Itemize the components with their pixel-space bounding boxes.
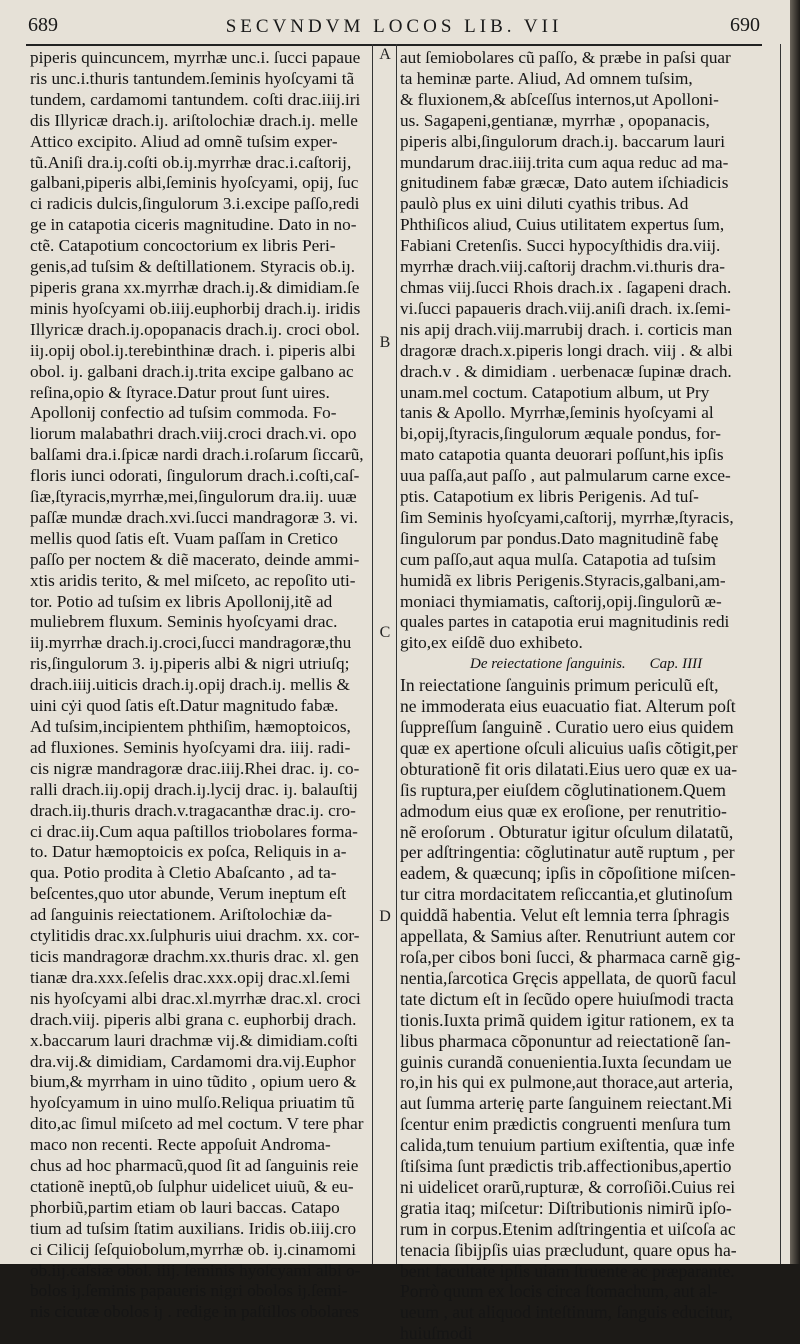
text-line: tundem, cardamomi tantundem. coſti drac.iiij.iri <box>30 89 361 109</box>
text-line: galbani,piperis albi,ſeminis hyoſcyami, opij, ſuc <box>30 173 359 193</box>
text-line: reſina,opio & ſtyrace.Datur prout ſunt uires. <box>30 382 330 402</box>
text-line: ci drac.iiȷ.Cum aqua paſtillos triobolares forma- <box>30 821 358 841</box>
text-line: ctylitidis drac.xx.ſulphuris uiui drachm. xx. cor- <box>30 926 360 946</box>
text-line: tur citra mordacitatem reſiccantia,et glutinoſum <box>400 884 733 905</box>
text-line: bent facultate ipſis uiam ſtruente ac præparante. <box>400 1260 735 1281</box>
margin-letter-c: C <box>379 624 391 641</box>
text-line: tor. Potio ad tuſsim ex libris Apollonij,itẽ ad <box>30 591 333 611</box>
page-edge-rule <box>780 44 781 1264</box>
text-line: tionis.Iuxta primã quidem igitur rationem, ex ta <box>400 1009 735 1030</box>
text-line: gnitudinem fabæ græcæ, Dato autem iſchiadicis <box>400 173 729 193</box>
text-line: ctẽ. Catapotium concoctorium ex libris Peri- <box>30 236 336 256</box>
text-line: In reiectatione ſanguinis primum periculũ eſt, <box>400 675 719 696</box>
text-line: quiddã habentia. Velut eſt lemnia terra ſphragis <box>400 905 730 926</box>
text-line: uini cẏi quod ſatis eſt.Datur magnitudo fabæ. <box>30 696 339 716</box>
text-line: ci Cilicij ſeſquiobolum,myrrhæ ob. iȷ.cinamomi <box>30 1239 357 1259</box>
text-line: quales partes in catapotia erui magnitudinis redi <box>400 612 730 632</box>
left-column <box>30 48 368 1323</box>
text-line: guinis curandã conuenientia.Iuxta ſecundam ue <box>400 1051 732 1072</box>
page-number-left: 689 <box>28 14 58 36</box>
text-line: drach.iiij.uiticis drach.iȷ.opij drach.iȷ. mellis & <box>30 675 350 695</box>
text-line: quæ ex apertione oſculi alicuius uaſis cõtigit,per <box>400 737 738 758</box>
text-line: chmas viij.ſucci Rhois drach.ix . ſagapeni drach. <box>400 277 732 297</box>
text-line: admodum eius quæ ex eroſione, per renutritio- <box>400 800 727 821</box>
column-rule-right <box>396 44 397 1264</box>
text-line: ſtiſsima ſunt prædictis trib.affectionibus,apertio <box>400 1156 732 1177</box>
text-line: bolos iȷ.ſeminis papaueris nigri obolos iȷ.ſemi- <box>30 1281 348 1301</box>
text-line: unam.mel coctum. Catapotium album, ut Pry <box>400 382 710 402</box>
text-line: Porrò quum ex locis circa ſtomachum, aut al- <box>400 1281 718 1302</box>
text-line: drach.iiȷ.thuris drach.v.tragacanthæ drac.iȷ. cro- <box>30 800 356 820</box>
text-line: floris iunci odorati, ſingulorum drach.i.coſti,caſ- <box>30 466 360 486</box>
text-line: ſcentur enim prædictis congruenti menſura tum <box>400 1114 731 1135</box>
text-line: tanis & Apollo. Myrrhæ,ſeminis hyoſcyami al <box>400 403 714 423</box>
text-line: gito,ex eiſdẽ duo exhibeto. <box>400 633 583 653</box>
page-edge-shadow <box>790 0 800 1264</box>
text-line: tũ.Aniſi dra.iȷ.coſti ob.iȷ.myrrhæ drac.i.caſtorij, <box>30 152 352 172</box>
text-line: ge in catapotia ciceris magnitudine. Dato in no- <box>30 215 357 235</box>
text-line: us. Sagapeni,gentianæ, myrrhæ , opopanacis, <box>400 110 710 130</box>
running-head: SECVNDVM LOCOS LIB. VII <box>225 16 563 37</box>
text-line: cum paſſo,aut aqua mulſa. Catapotia ad tuſsim <box>400 549 716 569</box>
text-line: tianæ dra.xxx.ſeſelis drac.xxx.opij drac.xl.ſemi <box>30 967 351 987</box>
chapter-number: Cap. IIII <box>649 656 703 673</box>
text-line: genis,ad tuſsim & deſtillationem. Styracis ob.iȷ. <box>30 257 356 277</box>
margin-letter-a: A <box>379 46 391 63</box>
text-line: ni uidelicet orarũ,rupturæ, & corroſiõi.Cuius rei <box>400 1176 736 1197</box>
text-line: drach.viij. piperis albi grana c. euphorbij drach. <box>30 1009 357 1029</box>
text-line: xtis aridis terito, & mel miſceto, ac repoſito uti- <box>30 570 356 590</box>
text-line: per adſtringentia: cõglutinatur autẽ ruptum , per <box>400 842 735 863</box>
text-line: paſſo per noctem & diẽ macerato, deinde ammi- <box>30 549 360 569</box>
text-line: maco non recenti. Recte appoſuit Androma- <box>30 1135 331 1155</box>
text-line: gratia itaq; miſcetur: Diſtributionis nimirũ ipſo- <box>400 1197 732 1218</box>
page-number-right: 690 <box>730 14 760 36</box>
text-line: ſis ruptura,per eiuſdem cõglutinationem.Quem <box>400 779 726 800</box>
text-line: nẽ eroſorum . Obturatur igitur oſculum dilatatũ, <box>400 821 734 842</box>
text-line: appellata, & Samius aſter. Renutriunt autem cor <box>400 926 736 947</box>
text-line: nis apij drach.viij.marrubij drach. i. corticis man <box>400 319 733 339</box>
text-line: dra.vij.& dimidiam, Cardamomi dra.vij.Euphor <box>30 1051 356 1071</box>
text-line: piperis quincuncem, myrrhæ unc.i. ſucci papaue <box>30 48 361 67</box>
text-line: ro,in his qui ex pulmone,aut thorace,aut arteria, <box>400 1072 734 1093</box>
text-line: & fluxionem,& abſceſſus internos,ut Apolloni- <box>400 89 719 109</box>
margin-letter-d: D <box>379 908 391 925</box>
text-line: ob.iiȷ.caſsiæ obol. iiij. ſeminis hyoſcyami albi o- <box>30 1260 361 1280</box>
text-line: vi.ſucci papaueris drach.viij.aniſi drach. ix.ſemi- <box>400 298 731 318</box>
text-line: nis hyoſcyami albi drac.xl.myrrhæ drac.xl. croci <box>30 988 361 1008</box>
text-line: drach.v . & dimidiam . uerbenacæ ſupinæ drach. <box>400 361 732 381</box>
text-line: bium,& myrrham in uino tũdito , opium uero & <box>30 1072 357 1092</box>
text-line: uua paſſa,aut paſſo , aut palmularum carne exce- <box>400 466 731 486</box>
header-rule <box>26 44 762 46</box>
text-line: tenacia ſibijpſis uias præcludunt, quare opus ha- <box>400 1239 737 1260</box>
margin-letter-b: B <box>379 334 391 351</box>
text-line: aut ſumma arterię parte ſanguinem reiectant.Mi <box>400 1093 733 1114</box>
text-line: ad fluxiones. Seminis hyoſcyami dra. iiij. radi- <box>30 737 351 757</box>
text-line: ne immoderata eius euacuatio fiat. Alterum poſt <box>400 696 736 717</box>
text-line: chus ad hoc pharmacũ,quod ſit ad ſanguinis reie <box>30 1156 359 1176</box>
text-line: mundarum drac.iiij.trita cum aqua reduc ad ma- <box>400 152 729 172</box>
text-line: iiȷ.myrrhæ drach.iȷ.croci,ſucci mandragoræ,thu <box>30 633 352 653</box>
text-line: piperis grana xx.myrrhæ drach.iȷ.& dimidiam.ſe <box>30 277 360 297</box>
text-line: obol. iȷ. galbani drach.iȷ.trita excipe galbano ac <box>30 361 354 381</box>
text-line: balſami dra.i.ſpicæ nardi drach.i.roſarum ſiccarũ, <box>30 445 364 465</box>
text-line: eadem, & quæcunq; ipſis in cõpoſitione miſcen- <box>400 863 736 884</box>
text-line: nis cicutæ obolos iȷ . redige in paſtillos obolares <box>30 1302 359 1322</box>
text-line: bi,opij,ſtyracis,ſingulorum æquale pondus, for- <box>400 424 721 444</box>
text-line: ſingulorum par pondus.Dato magnitudinẽ fabę <box>400 528 719 548</box>
text-line: liorum malabathri drach.viij.croci drach.vi. opo <box>30 424 357 444</box>
right-column <box>400 48 772 1344</box>
text-line: Ad tuſsim,incipientem phthiſim, hæmoptoicos, <box>30 717 351 736</box>
text-line: hyoſcyamum in uino mulſo.Reliqua priuatim tũ <box>30 1093 355 1113</box>
text-line: to. Datur hæmoptoicis ex poſca, Reliquis in a- <box>30 842 347 862</box>
text-line: piperis albi,ſingulorum drach.iȷ. baccarum lauri <box>400 131 726 151</box>
text-line: phorbiũ,partim etiam ob lauri baccas. Catapo <box>30 1197 340 1217</box>
text-line: x.baccarum lauri drachmæ vij.& dimidiam.coſti <box>30 1030 358 1050</box>
text-line: ſiæ,ſtyracis,myrrhæ,mei,ſingulorum dra.iiȷ. uuæ <box>30 487 357 507</box>
text-line: Attico excipito. Aliud ad omnẽ tuſsim exper- <box>30 131 338 151</box>
text-line: roſa,per cibos boni ſucci, & pharmaca carnẽ gig- <box>400 946 741 967</box>
text-line: dito,ac ſimul miſceto ad mel coctum. V tere phar <box>30 1114 364 1134</box>
text-line: iiȷ.opij obol.iȷ.terebinthinæ drach. i. piperis albi <box>30 340 356 360</box>
text-line: muliebrem fluxum. Seminis hyoſcyami drac. <box>30 612 338 632</box>
text-line: mato catapotia quanta deuorari poſſunt,his ipſis <box>400 445 724 465</box>
text-line: tate dictum eſt in ſecũdo opere huiuſmodi tracta <box>400 988 734 1009</box>
text-line: ralli drach.iiȷ.opij drach.iȷ.lycij drac. iȷ. balauſtij <box>30 779 358 799</box>
text-line: humidã ex libris Perigenis.Styracis,galbani,am- <box>400 570 726 590</box>
text-line: obturationẽ fit oris dilatati.Eius uero quæ ex ua- <box>400 758 738 779</box>
text-line: ſim Seminis hyoſcyami,caſtorij, myrrhæ,ſtyracis, <box>400 507 734 527</box>
text-line: nentia,ſarcotica Gręcis appellata, de quorũ facul <box>400 967 737 988</box>
text-line: ris,ſingulorum 3. iȷ.piperis albi & nigri utriuſq; <box>30 654 350 674</box>
text-line: huiuſmodi <box>400 1323 473 1344</box>
text-line: ci radicis dulcis,ſingulorum 3.i.excipe paſſo,redi <box>30 194 360 214</box>
text-line: ad ſanguinis reiectationem. Ariſtolochiæ da- <box>30 905 333 925</box>
text-line: cis nigræ mandragoræ drac.iiij.Rhei drac. iȷ. co- <box>30 758 360 778</box>
text-line: aut ſemiobolares cũ paſſo, & præbe in paſsi quar <box>400 48 731 67</box>
chapter-title: De reiectatione ſanguinis. <box>470 656 626 673</box>
text-line: Fabiani Cretenſis. Succi hypocyſthidis dra.viij. <box>400 236 721 256</box>
text-line: moniaci thymiamatis, caſtorij,opij.ſingulorũ æ- <box>400 591 722 611</box>
text-line: rum in corpus.Etenim adſtringentia et uiſcoſa ac <box>400 1218 736 1239</box>
text-line: ta heminæ parte. Aliud, Ad omnem tuſsim, <box>400 68 693 88</box>
text-line: ptis. Catapotium ex libris Perigenis. Ad tuſ- <box>400 487 699 507</box>
text-line: ueum , aut aliquod inteſtinum, ſanguis educitur, <box>400 1302 734 1323</box>
text-line: ticis mandragoræ drachm.xx.thuris drac. xl. gen <box>30 946 359 966</box>
chapter-heading <box>400 654 772 675</box>
text-line: paulò plus ex uini diluti cyathis tribus. Ad <box>400 194 689 214</box>
text-line: ctationẽ ineptũ,ob ſulphur uidelicet uiuũ, & eu- <box>30 1176 354 1196</box>
text-line: Apollonij confectio ad tuſsim commoda. Fo- <box>30 403 337 423</box>
text-line: qua. Potio prodita à Cletio Abaſcanto , ad ta- <box>30 863 337 883</box>
text-line: ſuppreſſum ſanguinẽ . Curatio uero eius quidem <box>400 717 734 737</box>
text-line: Illyricæ drach.iȷ.opopanacis drach.iȷ. croci obol. <box>30 319 360 339</box>
text-line: minis hyoſcyami ob.iiij.euphorbij drach.iȷ. iridis <box>30 298 361 318</box>
text-line: Phthiſicos aliud, Cuius utilitatem expertus ſum, <box>400 215 725 235</box>
text-line: dis Illyricæ drach.iȷ. ariſtolochiæ drach.iȷ. melle <box>30 110 358 130</box>
text-line: calida,tum tenuium partium exiſtentia, quæ infe <box>400 1135 735 1156</box>
text-line: mellis quod ſatis eſt. Vuam paſſam in Cretico <box>30 528 338 548</box>
page-header <box>28 14 760 48</box>
text-line: myrrhæ drach.viij.caſtorij drachm.vi.thuris dra- <box>400 257 726 277</box>
text-line: paſſæ mundæ drach.xvi.ſucci mandragoræ 3. vi. <box>30 507 358 527</box>
text-line: dragoræ drach.x.piperis longi drach. viij . & albi <box>400 340 733 360</box>
text-line: libus pharmaca cõponuntur ad reiectationẽ ſan- <box>400 1030 731 1051</box>
text-line: tium ad tuſsim ſtatim auxilians. Iridis ob.iiij.cro <box>30 1218 357 1238</box>
text-line: ris unc.i.thuris tantundem.ſeminis hyoſcyami tã <box>30 68 355 88</box>
text-line: beſcentes,quo utor abunde, Verum ineptum eſt <box>30 884 347 904</box>
column-rule-left <box>372 44 373 1264</box>
